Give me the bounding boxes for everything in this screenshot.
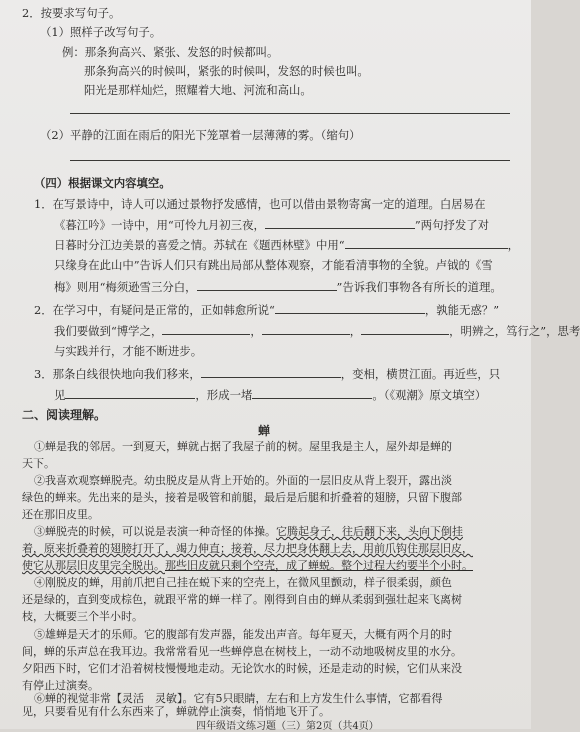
passage-line: 间，蝉的乐声总在我耳边。我常常看见一些蝉停息在树枝上，一动不动地吸树皮里的水分。	[22, 645, 462, 658]
section-4-heading: （四）根据课文内容填空。	[34, 176, 171, 190]
passage-line: 还是绿的，直到变成棕色，就跟平常的蝉一样了。刚得到自由的蝉从柔弱到强壮起来飞离树	[22, 593, 462, 606]
passage-line: 天下。	[22, 457, 55, 470]
underlined-passage: 它腾起身子，往后翻下来，头向下倒挂	[276, 525, 463, 538]
q2-heading: 2．按要求写句子。	[22, 6, 121, 20]
passage-line: 见，只要看见有什么东西来了，蝉就停止演奏，悄悄地飞开了。	[22, 705, 330, 718]
q2-exercise-sentence: 阳光是那样灿烂，照耀着大地、河流和高山。	[84, 83, 312, 97]
passage-line	[22, 559, 473, 573]
q2-example-1: 例：那条狗高兴、紧张、发怒的时候都叫。	[62, 45, 279, 59]
p1-line2: 《暮江吟》一诗中，用“可怜九月初三夜， ”两句抒发了对	[54, 218, 490, 232]
underlined-passage: 着，原来折叠着的翅膀打开了，竭力伸直；接着，尽力把身体翻上去，用前爪钩住那层旧皮，	[22, 542, 473, 555]
p3-line2: 见 ，形成一堵 。（《观潮》原文填空）	[54, 388, 487, 402]
passage-line: 枝，大概要三个半小时。	[22, 610, 143, 623]
passage-line: 夕阳西下时，它们才沿着树枝慢慢地走动。无论饮水的时候，还是走动的时候，它们从来没	[22, 662, 462, 675]
blank[interactable]	[345, 237, 508, 249]
blank[interactable]	[361, 323, 449, 335]
q2-sub2: （2）平静的江面在雨后的阳光下笼罩着一层薄薄的雾。（缩句）	[40, 128, 361, 142]
p1-line1: 1．在写景诗中，诗人可以通过景物抒发感情，也可以借由景物寄寓一定的道理。白居易在	[34, 197, 486, 211]
page-footer: 四年级语文练习题（三）第2页（共4页）	[196, 721, 379, 732]
p2-line3: 与实践并行，才能不断进步。	[54, 344, 203, 358]
answer-line-1[interactable]	[70, 113, 510, 114]
p2-line1: 2．在学习中，有疑问是正常的，正如韩愈所说“ ，孰能无惑？”	[34, 303, 500, 317]
passage-line: 还在那旧皮里。	[22, 508, 99, 521]
passage-line: ⑥蝉的视觉非常【灵活 灵敏】。它有5只眼睛，左右和上方发生什么事情，它都看得	[34, 692, 443, 705]
passage-line: ②我喜欢观察蝉脱壳。幼虫脱皮是从背上开始的。外面的一层旧皮从背上裂开，露出淡	[34, 474, 452, 487]
blank[interactable]	[65, 387, 195, 399]
p1-line4: 只缘身在此山中”告诉人们只有跳出局部从整体观察，才能看清事物的全貌。卢钺的《雪	[54, 258, 493, 272]
underlined-passage: 那些旧皮就只剩个空壳，成了蝉蜕。整个过程大约要半个小时。	[165, 559, 473, 572]
passage-line: ①蝉是我的邻居。一到夏天，蝉就占据了我屋子前的树。屋里我是主人，屋外却是蝉的	[34, 440, 452, 453]
passage-line: 有停止过演奏。	[22, 679, 99, 692]
blank[interactable]	[252, 387, 372, 399]
blank[interactable]	[201, 366, 341, 378]
passage-line: 绿色的蝉来。先出来的是头，接着是吸管和前腿，最后是后腿和折叠着的翅膀，只留下腹部	[22, 491, 462, 504]
passage-line: ④刚脱皮的蝉，用前爪把自己挂在蜕下来的空壳上，在微风里颤动，样子很柔弱，颜色	[34, 576, 452, 589]
blank[interactable]	[265, 217, 415, 229]
section-2-heading: 二、阅读理解。	[22, 408, 107, 422]
blank[interactable]	[197, 279, 337, 291]
p2-line2: 我们要做到“博学之， ， ， ，明辨之，笃行之”，思考	[54, 324, 580, 338]
passage-line: ③蝉脱壳的时候，可以说是表演一种奇怪的体操。它腾起身子，往后翻下来，头向下倒挂	[34, 525, 463, 538]
passage-line: ⑤雄蝉是天才的乐师。它的腹部有发声器，能发出声音。每年夏天，大概有两个月的时	[34, 628, 452, 641]
blank[interactable]	[275, 302, 425, 314]
blank[interactable]	[262, 323, 350, 335]
p3-line1: 3．那条白线很快地向我们移来， ，变相，横贯江面。再近些，只	[34, 367, 501, 381]
answer-line-2[interactable]	[70, 160, 510, 161]
q2-example-2: 那条狗高兴的时候叫，紧张的时候叫，发怒的时候也叫。	[84, 64, 369, 78]
passage-title: 蝉	[258, 424, 271, 438]
p1-line3: 日暮时分江边美景的喜爱之情。苏轼在《题西林壁》中用“ ，	[54, 238, 519, 252]
q2-sub1: （1）照样子改写句子。	[40, 25, 162, 39]
blank[interactable]	[162, 323, 250, 335]
p1-line5: 梅》则用“梅须逊雪三分白， ”告诉我们事物各有所长的道理。	[54, 280, 502, 294]
underlined-passage: 使它从那层旧皮里完全脱出。	[22, 559, 165, 572]
